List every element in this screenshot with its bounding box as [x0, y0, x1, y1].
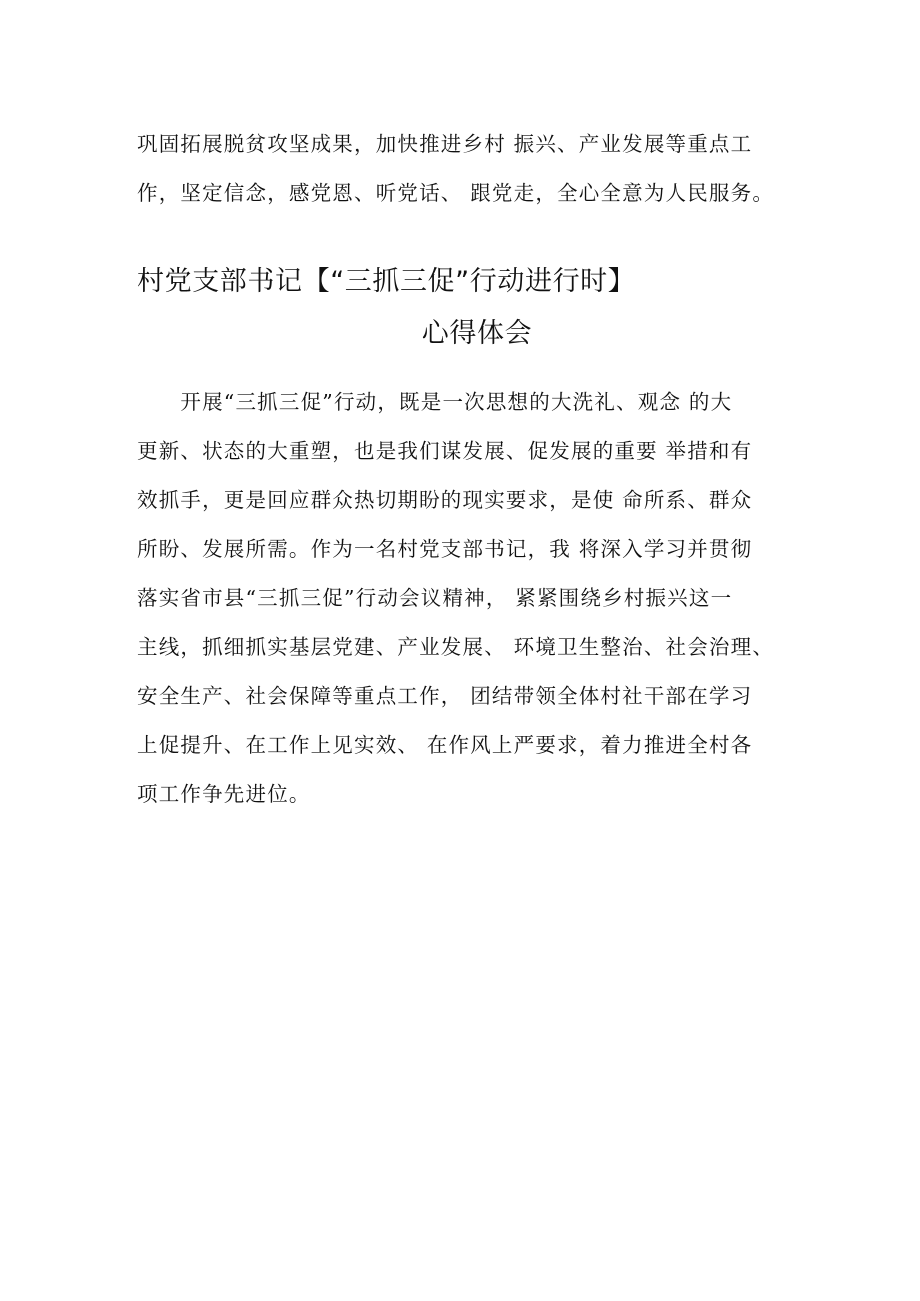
paragraph-line: 主线，抓细抓实基层党建、产业发展、 环境卫生整治、社会治理、	[137, 635, 775, 659]
paragraph-line: 更新、状态的大重塑，也是我们谋发展、促发展的重要 举措和有	[137, 439, 753, 463]
paragraph-line: 安全生产、社会保障等重点工作， 团结带领全体村社干部在学习	[137, 684, 753, 708]
paragraph-line: 巩固拓展脱贫攻坚成果，加快推进乡村 振兴、产业发展等重点工	[137, 132, 753, 156]
paragraph-line: 上促提升、在工作上见实效、 在作风上严要求，着力推进全村各	[137, 733, 753, 757]
article-title	[137, 256, 797, 360]
paragraph-line: 项工作争先进位。	[137, 782, 311, 806]
paragraph-line: 落实省市县“三抓三促”行动会议精神， 紧紧围绕乡村振兴这一	[137, 586, 733, 610]
title-line: 心得体会	[421, 318, 533, 349]
paragraph-line: 作，坚定信念，感党恩、听党话、 跟党走，全心全意为人民服务。	[137, 181, 775, 205]
body-paragraph	[137, 378, 797, 819]
continuation-paragraph	[137, 120, 797, 218]
paragraph-line: 所盼、发展所需。作为一名村党支部书记，我 将深入学习并贯彻	[137, 537, 753, 561]
paragraph-line: 开展“三抓三促”行动，既是一次思想的大洗礼、观念 的大	[137, 390, 733, 414]
title-line: 村党支部书记【“三抓三促”行动进行时】	[137, 266, 636, 297]
paragraph-line: 效抓手，更是回应群众热切期盼的现实要求，是使 命所系、群众	[137, 488, 753, 512]
